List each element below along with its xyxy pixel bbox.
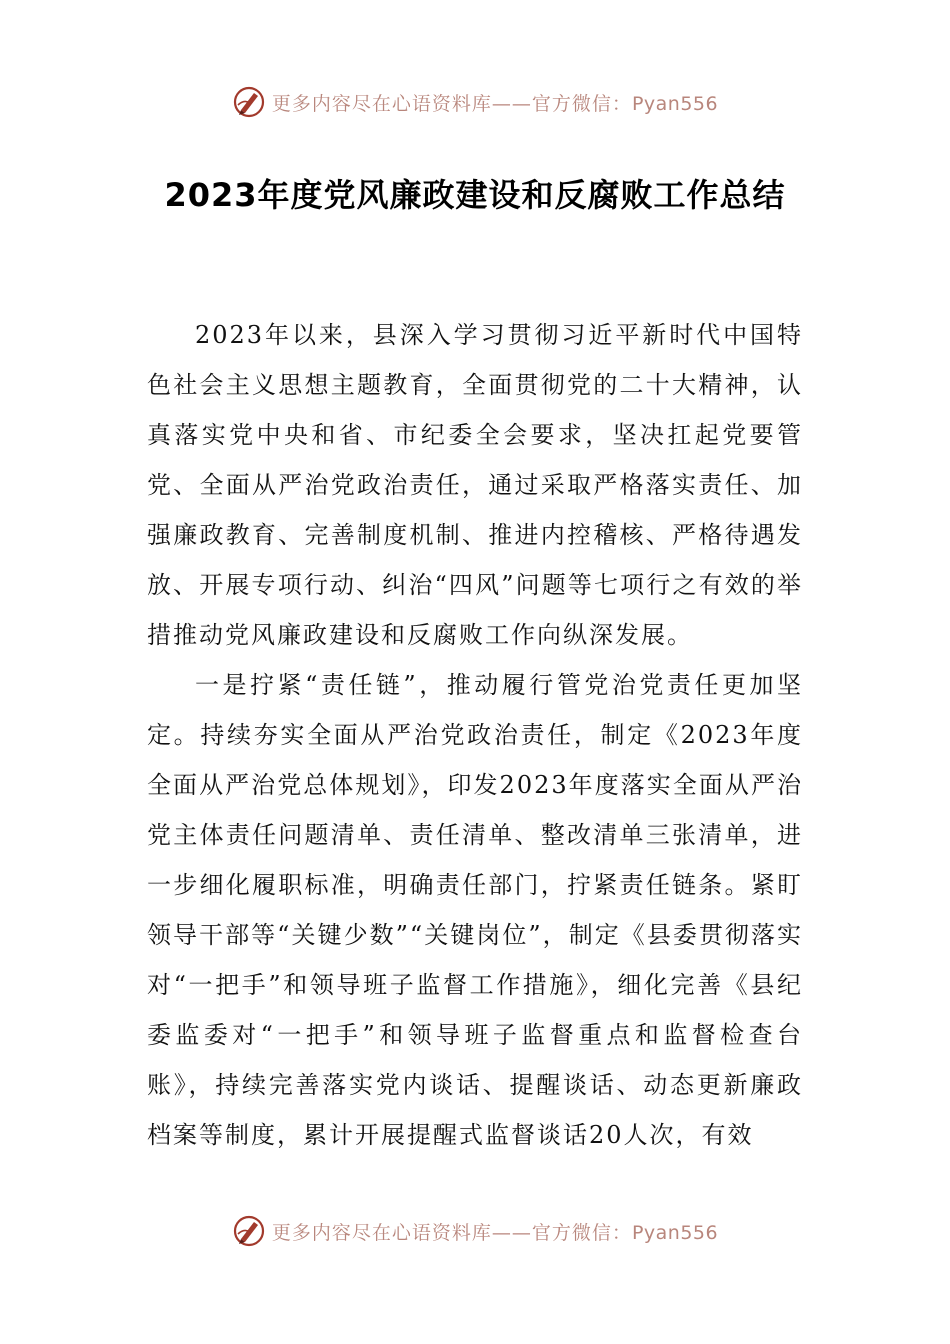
- watermark-separator: ——: [491, 1221, 532, 1244]
- pen-circle-logo-icon: [232, 85, 266, 119]
- watermark-wechat-label: 官方微信：: [531, 92, 632, 115]
- watermark-text: [272, 89, 718, 116]
- watermark-wechat-label: 官方微信：: [531, 1221, 632, 1244]
- watermark-wechat-id: Pyan556: [631, 1221, 719, 1244]
- watermark-separator: ——: [491, 92, 532, 115]
- document-body: [147, 310, 803, 1160]
- watermark-brand: 更多内容尽在心语资料库: [271, 92, 492, 115]
- pen-circle-logo-icon: [232, 1214, 266, 1248]
- watermark-wechat-id: Pyan556: [631, 92, 719, 115]
- watermark-header: [0, 82, 950, 122]
- watermark-text: [272, 1218, 718, 1245]
- document-title: 2023年度党风廉政建设和反腐败工作总结: [164, 176, 786, 214]
- watermark-brand: 更多内容尽在心语资料库: [271, 1221, 492, 1244]
- watermark-footer: [0, 1211, 950, 1251]
- paragraph-responsibility-chain: 一是拧紧“责任链”，推动履行管党治党责任更加坚定。持续夯实全面从严治党政治责任，制定《2023年度全面从严治党总体规划》，印发2023年度落实全面从严治党主体责任问题清单、责任清单、整改清单三张清单，进一步细化履职标准，明确责任部门，拧紧责任链条。紧盯领导干部等“关键少数”“关键岗位”，制定《县委贯彻落实对“一把手”和领导班子监督工作措施》，细化完善《县纪委监委对“一把手”和领导班子监督重点和监督检查台账》，持续完善落实党内谈话、提醒谈话、动态更新廉政档案等制度，累计开展提醒式监督谈话20人次，有效: [147, 671, 803, 1149]
- paragraph-intro: 2023年以来，县深入学习贯彻习近平新时代中国特色社会主义思想主题教育，全面贯彻党的二十大精神，认真落实党中央和省、市纪委全会要求，坚决扛起党要管党、全面从严治党政治责任，通过采取严格落实责任、加强廉政教育、完善制度机制、推进内控稽核、严格待遇发放、开展专项行动、纠治“四风”问题等七项行之有效的举措推动党风廉政建设和反腐败工作向纵深发展。: [147, 321, 803, 649]
